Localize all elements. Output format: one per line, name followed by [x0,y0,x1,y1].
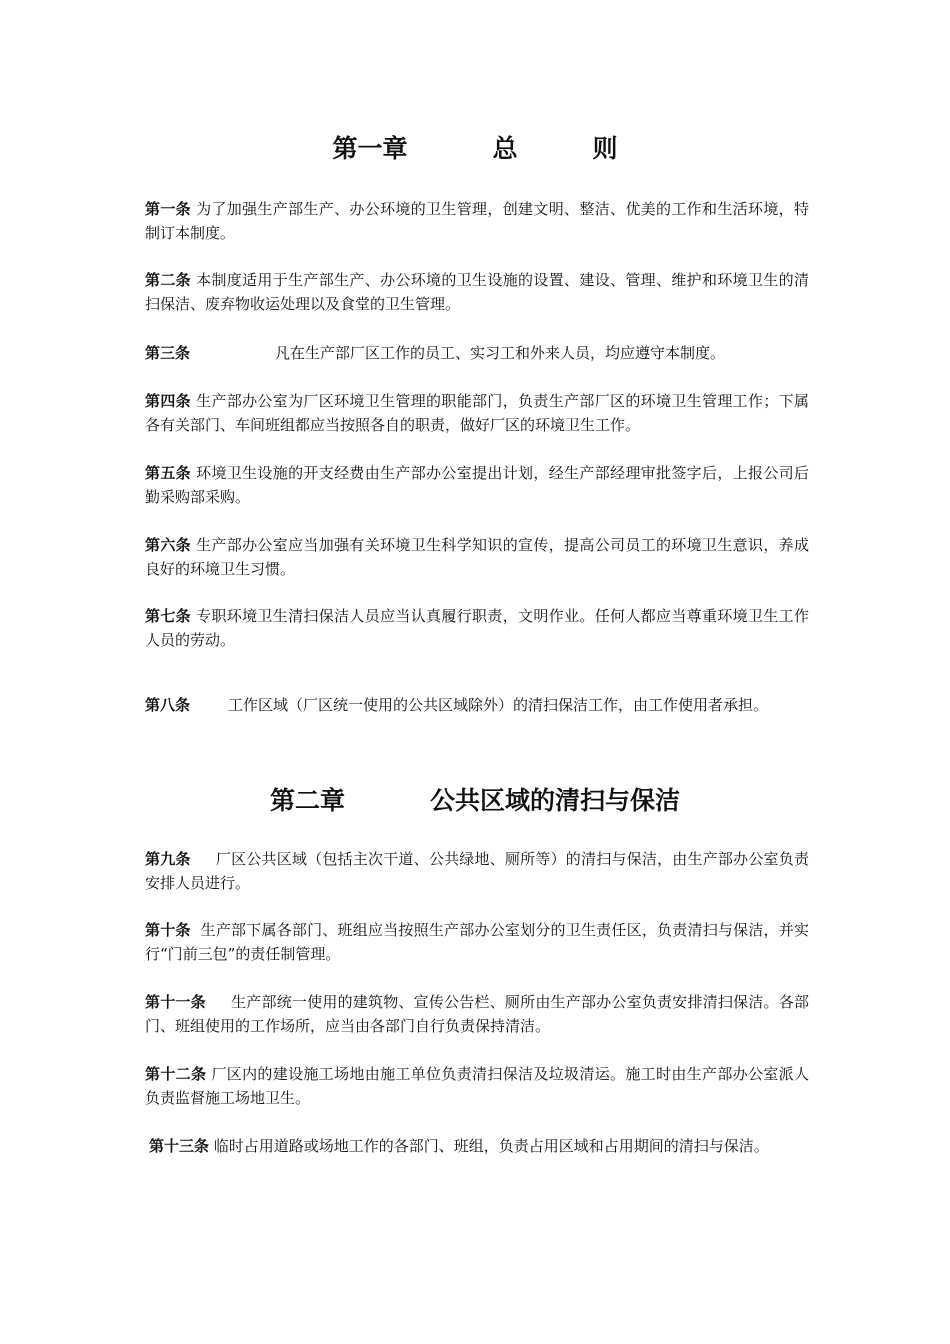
article-label: 第七条 [145,607,191,625]
chapter-2-title: 公共区域的清扫与保洁 [430,786,681,815]
article-text: 专职环境卫生清扫保洁人员应当认真履行职责，文明作业。任何人都应当尊重环境卫生工作人员的劳动。 [145,607,809,649]
article-9 [145,847,809,895]
article-5 [145,461,809,509]
article-text: 本制度适用于生产部生产、办公环境的卫生设施的设置、建设、管理、维护和环境卫生的清扫保洁、废弃物收运处理以及食堂的卫生管理。 [145,271,809,313]
article-text: 生产部办公室应当加强有关环境卫生科学知识的宣传，提高公司员工的环境卫生意识，养成良好的环境卫生习惯。 [145,536,809,578]
chapter-1-title-part2: 则 [592,134,618,163]
article-11 [145,990,809,1038]
article-label: 第十三条 [149,1137,210,1155]
article-6 [145,533,809,581]
article-text: 工作区域（厂区统一使用的公共区域除外）的清扫保洁工作，由工作使用者承担。 [228,696,769,714]
article-label: 第十条 [145,921,191,939]
chapter-2-heading [0,786,950,816]
article-text: 厂区公共区域（包括主次干道、公共绿地、厕所等）的清扫与保洁，由生产部办公室负责安排人员进行。 [145,850,809,892]
chapter-1-title-part1: 总 [492,134,518,163]
article-label: 第六条 [145,536,191,554]
article-label: 第二条 [145,271,191,289]
article-4 [145,389,809,437]
article-text: 环境卫生设施的开支经费由生产部办公室提出计划，经生产部经理审批签字后，上报公司后勤采购部采购。 [145,464,809,506]
article-text: 生产部统一使用的建筑物、宣传公告栏、厕所由生产部办公室负责安排清扫保洁。各部门、班组使用的工作场所，应当由各部门自行负责保持清洁。 [145,993,809,1035]
article-8 [145,688,809,722]
article-label: 第三条 [145,344,191,362]
chapter-2-number: 第二章 [269,786,345,815]
chapter-1-number: 第一章 [332,134,408,163]
article-label: 第十一条 [145,993,206,1011]
article-text: 生产部下属各部门、班组应当按照生产部办公室划分的卫生责任区，负责清扫与保洁，并实行“门前三包”的责任制管理。 [145,921,809,963]
article-13 [149,1134,809,1158]
article-label: 第五条 [145,464,191,482]
article-text: 生产部办公室为厂区环境卫生管理的职能部门，负责生产部厂区的环境卫生管理工作；下属各有关部门、车间班组都应当按照各自的职责，做好厂区的环境卫生工作。 [145,392,809,434]
article-2 [145,268,809,316]
article-7 [145,604,809,652]
article-10 [145,918,809,966]
article-text: 临时占用道路或场地工作的各部门、班组，负责占用区域和占用期间的清扫与保洁。 [213,1137,769,1155]
article-label: 第八条 [145,696,191,714]
article-label: 第一条 [145,200,191,218]
chapter-1-heading [0,134,950,164]
article-3 [145,341,809,365]
article-1 [145,197,809,245]
article-label: 第九条 [145,850,191,868]
article-12 [145,1062,809,1110]
article-label: 第十二条 [145,1065,207,1083]
article-text: 为了加强生产部生产、办公环境的卫生管理，创建文明、整洁、优美的工作和生活环境，特制订本制度。 [145,200,809,242]
article-label: 第四条 [145,392,191,410]
article-text: 厂区内的建设施工场地由施工单位负责清扫保洁及垃圾清运。施工时由生产部办公室派人负责监督施工场地卫生。 [145,1065,809,1107]
article-text: 凡在生产部厂区工作的员工、实习工和外来人员，均应遵守本制度。 [275,344,726,362]
